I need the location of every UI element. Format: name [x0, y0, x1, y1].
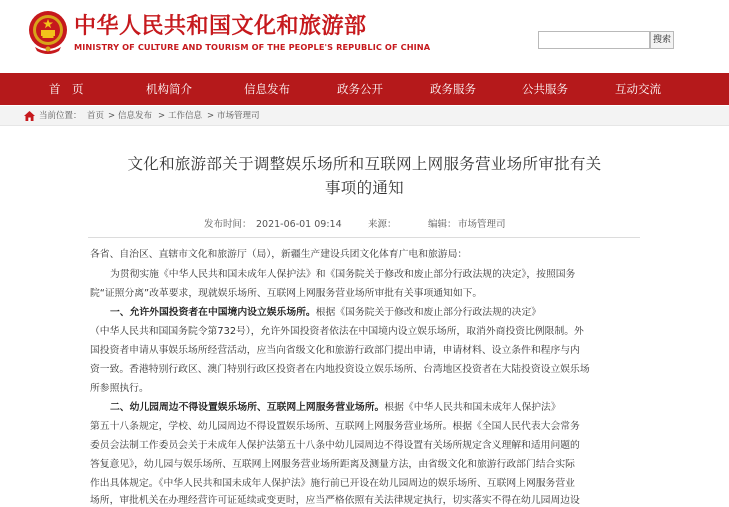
section-2-heading: 二、幼儿园周边不得设置娱乐场所、互联网上网服务营业场所。	[110, 402, 385, 413]
editor-label: 编辑：	[428, 219, 457, 230]
breadcrumb	[0, 106, 729, 126]
nav-about[interactable]: 机构简介	[146, 82, 192, 96]
nav-gov-services[interactable]: 政务服务	[430, 82, 476, 96]
section-1-line-2: （中华人民共和国国务院令第732号），允许外国投资者依法在中国境内设立娱乐场所，取消外商投资比例限制。外	[90, 326, 584, 337]
site-header	[0, 0, 729, 72]
source-label: 来源：	[368, 219, 397, 230]
national-emblem-icon	[27, 9, 69, 55]
main-nav	[0, 73, 729, 105]
divider	[88, 237, 640, 238]
nav-public-services[interactable]: 公共服务	[522, 82, 568, 96]
breadcrumb-market-dept[interactable]: 市场管理司	[217, 111, 260, 121]
article-title: 文化和旅游部关于调整娱乐场所和互联网上网服务营业场所审批有关	[127, 155, 602, 173]
breadcrumb-separator: >	[207, 111, 215, 121]
section-1-text: 根据《国务院关于修改和废止部分行政法规的决定》	[315, 307, 542, 318]
section-2-line-3: 委员会法制工作委员会关于未成年人保护法第五十八条中幼儿园周边不得设置有关场所规定含义理解和适用问题的	[90, 440, 580, 451]
published-label: 发布时间：	[204, 219, 252, 230]
site-title[interactable]: 中华人民共和国文化和旅游部	[74, 14, 367, 39]
editor-value: 市场管理司	[458, 219, 506, 230]
section-2-line-4: 答复意见》，幼儿园与娱乐场所、互联网上网服务营业场所距离及测量方法，由省级文化和旅游行政部门结合实际	[90, 459, 575, 470]
section-2-text: 根据《中华人民共和国未成年人保护法》	[384, 402, 561, 413]
nav-interaction[interactable]: 互动交流	[615, 82, 661, 96]
site-title-en: MINISTRY OF CULTURE AND TOURISM OF THE PEOPLE'S REPUBLIC OF CHINA	[74, 42, 431, 52]
section-2-line-5: 作出具体规定。《中华人民共和国未成年人保护法》施行前已开设在幼儿园周边的娱乐场所、互联网上网服务营业	[90, 478, 575, 489]
section-1-line-5: 所参照执行。	[90, 383, 149, 394]
section-2-line-2: 第五十八条规定，学校、幼儿园周边不得设置娱乐场所、互联网上网服务营业场所。根据《全国人民代表大会常务	[90, 421, 580, 432]
breadcrumb-label: 当前位置：	[39, 111, 82, 121]
nav-news[interactable]: 信息发布	[244, 82, 290, 96]
breadcrumb-separator: >	[158, 111, 166, 121]
addressee: 各省、自治区、直辖市文化和旅游厅（局），新疆生产建设兵团文化体育广电和旅游局：	[90, 249, 468, 260]
intro-line-2: 院“证照分离”改革要求，现就娱乐场所、互联网上网服务营业场所审批有关事项通知如下。	[90, 288, 483, 299]
section-1-line-1	[110, 306, 541, 319]
intro-line-1: 为贯彻实施《中华人民共和国未成年人保护法》和《国务院关于修改和废止部分行政法规的决定》，按照国务	[110, 269, 576, 280]
breadcrumb-news[interactable]: 信息发布	[118, 111, 153, 121]
section-1-heading: 一、允许外国投资者在中国境内设立娱乐场所。	[110, 307, 316, 318]
search-input[interactable]	[538, 31, 650, 49]
breadcrumb-home[interactable]: 首页	[87, 111, 105, 121]
section-1-line-4: 资一致。香港特别行政区、澳门特别行政区投资者在内地投资设立娱乐场所、台湾地区投资者在大陆投资设立娱乐场	[90, 364, 590, 375]
section-1-line-3: 国投资者申请从事娱乐场所经营活动，应当向省级文化和旅游行政部门提出申请，申请材料、设立条件和程序与内	[90, 345, 580, 356]
nav-gov-affairs[interactable]: 政务公开	[337, 82, 383, 96]
nav-home[interactable]: 首 页	[49, 82, 84, 96]
section-2-line-1	[110, 401, 561, 414]
breadcrumb-work-info[interactable]: 工作信息	[168, 111, 203, 121]
section-2-line-6: 场所，审批机关在办理经营许可证延续或变更时，应当严格依照有关法律规定执行，切实落实不得在幼儿园周边设	[90, 495, 580, 506]
article-title-line2: 事项的通知	[324, 179, 404, 197]
search-button[interactable]: 搜索	[650, 31, 674, 49]
breadcrumb-separator: >	[108, 111, 116, 121]
published-time: 2021-06-01 09:14	[256, 219, 342, 230]
home-icon	[24, 111, 35, 121]
